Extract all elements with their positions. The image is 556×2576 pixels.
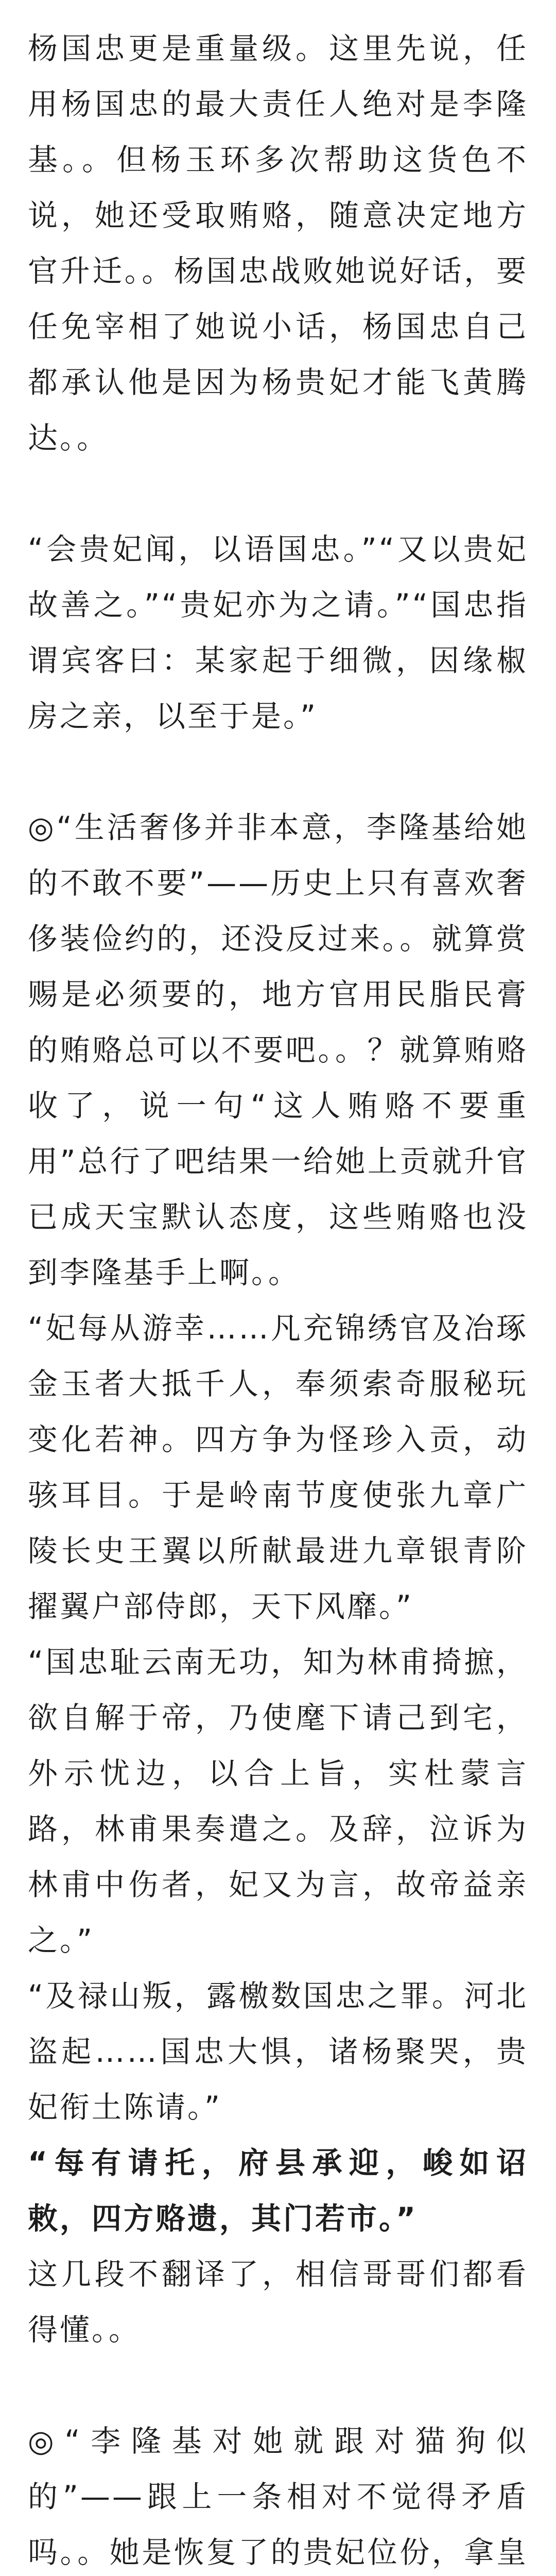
paragraph-7-bold-quote: “每有请托，府县承迎，峻如诏敕，四方赂遗，其门若市。”	[28, 2145, 528, 2236]
paragraph-4-quote: “妃每从游幸……凡充锦绣官及冶琢金玉者大抵千人，奉须索奇服秘玩变化若神。四方争为怪珍入贡，动骇耳目。于是岭南节度使张九章广陵长史王翼以所献最进九章银青阶擢翼户部侍郎，天下风靡。”	[28, 1311, 528, 1624]
paragraph-8: 这几段不翻译了，相信哥哥们都看得懂。。	[28, 2257, 528, 2347]
paragraph-gap	[28, 466, 528, 521]
paragraph-gap	[28, 744, 528, 800]
paragraph-2-quote: “会贵妃闻，以语国忠。”“又以贵妃故善之。”“贵妃亦为之请。”“国忠指谓宾客曰：某家起于细微，因缘椒房之亲，以至于是。”	[28, 532, 528, 734]
paragraph-1: 杨国忠更是重量级。这里先说，任用杨国忠的最大责任人绝对是李隆基。。但杨玉环多次帮助这货色不说，她还受取贿赂，随意决定地方官升迁。。杨国忠战败她说好话，要任免宰相了她说小话，杨国忠自己都承认他是因为杨贵妃才能飞黄腾达。。	[28, 31, 528, 455]
paragraph-5-quote: “国忠耻云南无功，知为林甫掎摭，欲自解于帝，乃使麾下请己到宅，外示忧边，以合上旨，实杜蒙言路，林甫果奏遣之。及辞，泣诉为林甫中伤者，妃又为言，故帝益亲之。”	[28, 1645, 528, 1958]
paragraph-gap	[28, 2358, 528, 2413]
paragraph-9: ◎“李隆基对她就跟对猫狗似的”——跟上一条相对不觉得矛盾吗。。她是恢复了的贵妃位份，拿皇	[28, 2424, 528, 2570]
paragraph-6-quote: “及禄山叛，露檄数国忠之罪。河北盗起……国忠大惧，诸杨聚哭，贵妃衔土陈请。”	[28, 1978, 528, 2125]
paragraph-3: ◎“生活奢侈并非本意，李隆基给她的不敢不要”——历史上只有喜欢奢侈装俭约的，还没反过来。。就算赏赐是必须要的，地方官用民脂民膏的贿赂总可以不要吧。。？就算贿赂收了，说一句“这人贿赂不要重用”总行了吧结果一给她上贡就升官已成天宝默认态度，这些贿赂也没到李隆基手上啊。。	[28, 810, 528, 1290]
